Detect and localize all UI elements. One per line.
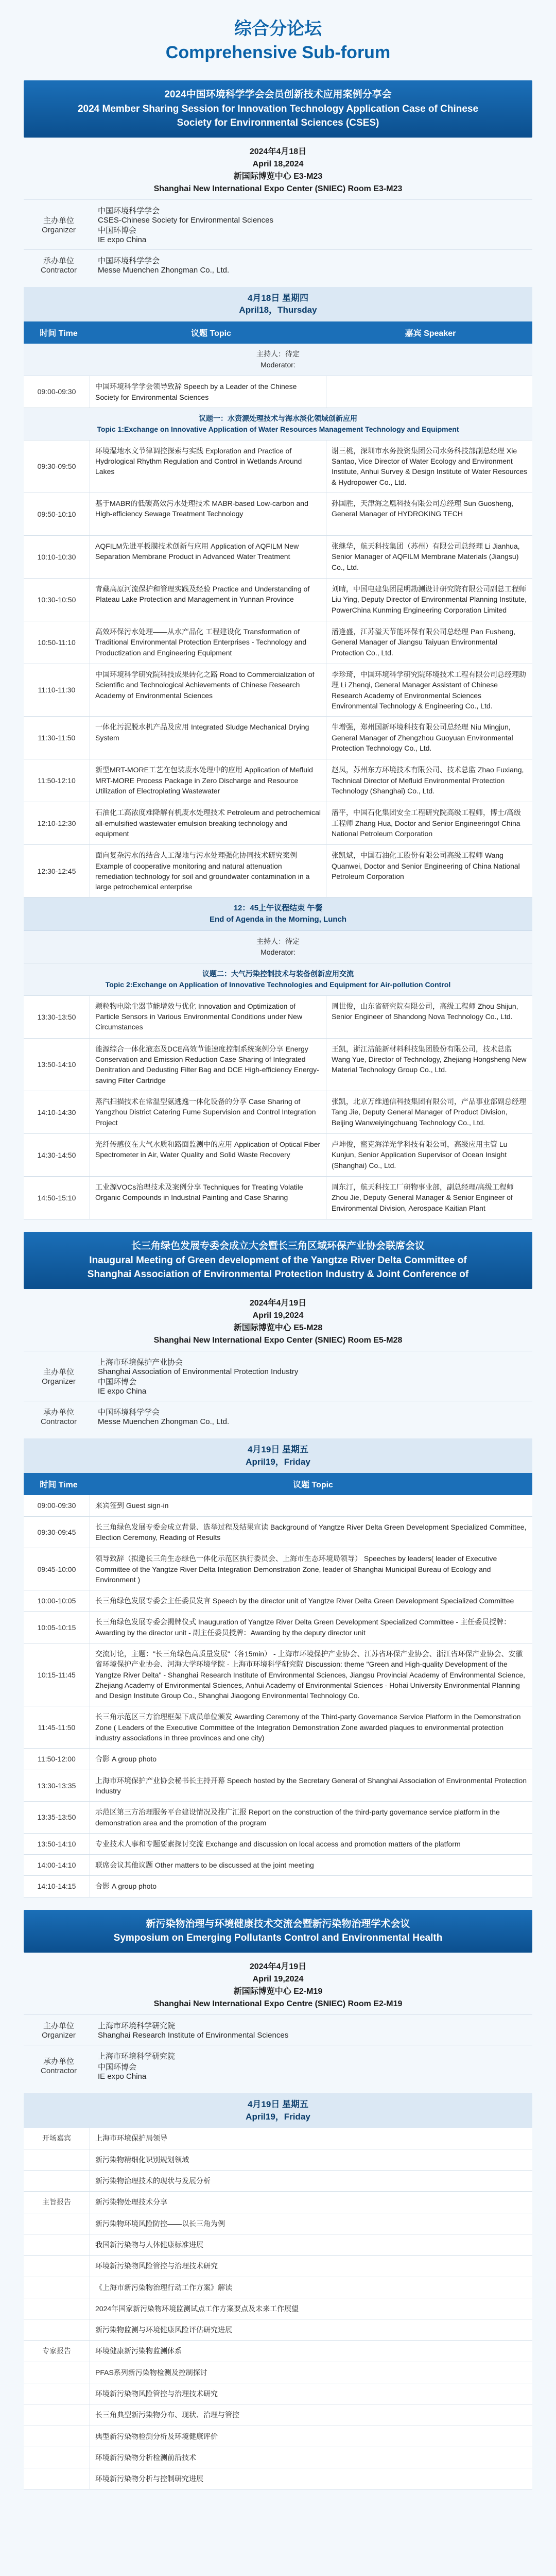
row-topic: 合影 A group photo xyxy=(90,1876,532,1896)
row-speaker: 张凯斌，中国石油化工股份有限公司高级工程师 Wang Quanwei, Doctor and Senior Engineering of China National Petroleum Corporation xyxy=(326,845,532,897)
row-topic: 环境新污染物风险管控与治理技术研究 xyxy=(90,2383,532,2404)
row-time: 10:15-11:45 xyxy=(38,1670,76,1679)
table-row xyxy=(24,664,532,717)
contractor-label-en: Contractor xyxy=(40,1417,77,1426)
row-topic: 工业源VOCs治理技术及案例分享 Techniques for Treating Volatile Organic Compounds in Industrial Painting and Case Sharing xyxy=(90,1177,326,1219)
row-topic: 蒸汽扫描技术在常温型氨逃逸一体化设备的分享 Case Sharing of Yangzhou District Catering Fume Supervision and Control Integration Project xyxy=(90,1091,326,1133)
row-time: 14:10-14:30 xyxy=(37,1108,76,1116)
day-en: April18，Thursday xyxy=(239,305,317,315)
row-topic: 示范区第三方治理服务平台建设情况及推广汇报 Report on the construction of the third-party governance service platform in the demonstration area and the promotion of the program xyxy=(90,1802,532,1833)
moderator-row xyxy=(24,344,532,376)
table-row xyxy=(24,1643,532,1706)
table-row xyxy=(24,1590,532,1612)
row-topic: 中国环境科学研究院科技成果转化之路 Road to Commercialization of Scientific and Technological Achievements of Chinese Research Academy of Environmental Sciences xyxy=(90,664,326,716)
row-time: 13:50-14:10 xyxy=(37,1060,76,1069)
row-topic: 领导致辞（拟邀长三角生态绿色一体化示范区执行委员会、上海市生态环境局领导） Speeches by leaders( leader of Executive Committee of the Yangtze River Delta Integration Demonstration Zone, leader of Shanghai Municipal Bureau of Ecology and Environment ) xyxy=(90,1548,532,1590)
row-time: 11:10-11:30 xyxy=(38,686,76,694)
table-row xyxy=(24,2362,532,2383)
table-row xyxy=(24,2149,532,2171)
table-row xyxy=(24,1548,532,1590)
row-time xyxy=(24,2234,90,2255)
forum-3-day-bar xyxy=(24,2093,532,2128)
table-row xyxy=(24,2192,532,2213)
row-time: 专家报告 xyxy=(42,2347,71,2355)
row-topic: 典型新污染物检测分析及环境健康评价 xyxy=(90,2426,532,2447)
table-row xyxy=(24,376,532,408)
row-time xyxy=(24,2404,90,2425)
row-time: 13:50-14:10 xyxy=(37,1839,76,1848)
forum-2-banner xyxy=(24,1232,532,1289)
row-topic: AQFILM先进平板膜技术创新与应用 Application of AQFILM New Separation Membrane Product in Advanced Water Treatment xyxy=(90,536,326,578)
row-topic: 新污染物精细化识别规划领域 xyxy=(90,2149,532,2170)
table-row xyxy=(24,845,532,897)
row-speaker: 周东汀，航天科技工厂研物事业部，副总经理/高级工程师 Zhou Jie, Deputy General Manager & Senior Engineer of Environmental Division, Aerospace Kaitian Plant xyxy=(326,1177,532,1219)
row-topic: 新污染物监测与环境健康风险评估研究进展 xyxy=(90,2319,532,2340)
organizer-line: 中国环境科学学会 xyxy=(98,206,160,215)
table-row xyxy=(24,2256,532,2277)
table-row xyxy=(24,2341,532,2362)
table-row xyxy=(24,1749,532,1770)
row-topic: 青藏高原河流保护和管理实践及经验 Practice and Understanding of Plateau Lake Protection and Management in Yunnan Province xyxy=(90,579,326,621)
organizer-label-en: Organizer xyxy=(42,225,76,234)
row-time: 09:00-09:30 xyxy=(37,387,76,396)
row-speaker: 张继华，航天科技集团（苏州）有限公司总经理 Li Jianhua, Senior Manager of AQFILM Membrane Materials (Jiangsu) Co., Ltd. xyxy=(326,536,532,578)
subtopic-en: Topic 2:Exchange on Application of Innovative Technologies and Equipment for Air-pollution Control xyxy=(105,980,451,989)
row-time xyxy=(24,2298,90,2319)
row-time xyxy=(24,2468,90,2489)
row-time: 09:45-10:00 xyxy=(37,1565,76,1573)
table-row xyxy=(24,996,532,1039)
organizer-line: Shanghai Research Institute of Environmental Sciences xyxy=(98,2030,289,2040)
forum-1-venue-en: Shanghai New International Expo Center (SNIEC) Room E3-M23 xyxy=(153,184,403,193)
row-topic: 专业技术人事和专题要素探讨交流 Exchange and discussion on local access and promotion matters of the platform xyxy=(90,1834,532,1854)
table-row xyxy=(24,621,532,664)
header-topic: 议题 Topic xyxy=(191,329,231,338)
row-time: 11:50-12:00 xyxy=(38,1755,76,1764)
row-time xyxy=(24,2426,90,2447)
row-time: 09:30-09:45 xyxy=(37,1528,76,1536)
forum-1-title-en-1: 2024 Member Sharing Session for Innovation Technology Application Case of Chinese xyxy=(77,103,479,114)
row-topic: 基于MABR的低碳高效污水处理技术 MABR-based Low-carbon and High-efficiency Sewage Treatment Technology xyxy=(90,493,326,535)
table-row xyxy=(24,2171,532,2192)
subtopic-row xyxy=(24,408,532,440)
row-topic: 来宾签到 Guest sign-in xyxy=(90,1495,532,1516)
day-zh: 4月19日 星期五 xyxy=(247,2099,309,2109)
forum-2-date-en: April 19,2024 xyxy=(252,1311,304,1320)
table-row xyxy=(24,2234,532,2256)
row-time: 12:10-12:30 xyxy=(37,819,76,828)
row-time: 13:35-13:50 xyxy=(37,1813,76,1822)
forum-2-venue-zh: 新国际博览中心 E5-M28 xyxy=(233,1323,323,1332)
day-en: April19，Friday xyxy=(246,1456,310,1467)
organizer-line: Shanghai Association of Environmental Protection Industry xyxy=(98,1367,299,1376)
page-title-zh: 综合分论坛 xyxy=(234,19,322,39)
page-title xyxy=(0,0,556,68)
row-topic: 一体化污泥脱水机产品及应用 Integrated Sludge Mechanical Drying System xyxy=(90,717,326,759)
forum-3-venue-zh: 新国际博览中心 E2-M19 xyxy=(233,1987,323,1996)
table-row xyxy=(24,2213,532,2234)
row-time: 11:30-11:50 xyxy=(38,734,76,742)
row-time xyxy=(24,2149,90,2170)
row-time: 开场嘉宾 xyxy=(42,2134,71,2143)
forum-2-day-bar xyxy=(24,1438,532,1473)
row-speaker: 卢坤俊，密克海洋光学科技有限公司，高级应用主管 Lu Kunjun, Senior Application Supervisor of Ocean Insight (Shanghai) Co., Ltd. xyxy=(326,1134,532,1176)
row-topic: 中国环境科学学会领导致辞 Speech by a Leader of the Chinese Society for Environmental Sciences xyxy=(90,376,326,408)
moderator-row xyxy=(24,931,532,963)
row-speaker: 李珍琦，中国环境科学研究院环境技术工程有限公司总经理助理 Li Zhenqi, General Manager Assistant of Chinese Research Academy of Environmental Sciences Environmental Technology & Engineering Co., Ltd. xyxy=(326,664,532,716)
row-time: 10:10-10:30 xyxy=(37,552,76,561)
forum-3 xyxy=(24,1910,532,2490)
row-time: 10:00-10:05 xyxy=(37,1597,76,1605)
header-time: 时间 Time xyxy=(40,1481,78,1490)
table-row xyxy=(24,493,532,536)
forum-3-date-zh: 2024年4月19日 xyxy=(249,1962,307,1971)
organizer-label-zh: 主办单位 xyxy=(43,1367,74,1377)
row-speaker: 刘晴，中国电建集团昆明勘测设计研究院有限公司副总工程师 Liu Ying, Deputy Director of Environmental Planning Institute, PowerChina Kunming Engineering Corporation Limited xyxy=(326,579,532,621)
row-topic: 环境新污染物分析检测前沿技术 xyxy=(90,2447,532,2468)
row-speaker: 赵凤，苏州东方环境技术有限公司、技术总监 Zhao Fuxiang, Technical Director of Mefluid Environmental Protection Technology (Shanghai) Co., Ltd. xyxy=(326,759,532,802)
forum-1-meta xyxy=(24,199,532,280)
row-topic: 长三角绿色发展专委会成立背景、选举过程及结果宣读 Background of Yangtze River Delta Green Development Specialized Committee, Election Ceremony, Reading of Results xyxy=(90,1517,532,1548)
row-topic: 上海市环境保护局领导 xyxy=(90,2128,532,2148)
row-topic: 石油化工高浓度难降解有机废水处理技术 Petroleum and petrochemical all-emulsified wastewater emulsion breaking technology and equipment xyxy=(90,802,326,844)
contractor-line: Messe Muenchen Zhongman Co., Ltd. xyxy=(98,1417,230,1426)
moderator-en: Moderator: xyxy=(260,947,296,956)
organizer-label-zh: 主办单位 xyxy=(43,2021,74,2030)
table-row xyxy=(24,2404,532,2426)
row-topic: 能源综合一体化液态及DCE高效节能速度控制系统案例分享 Energy Conservation and Emission Reduction Case Sharing of Integrated Denitration and Dedusting Filter Bag and DCE High-efficiency Energy-saving Filter Cartridge xyxy=(90,1039,326,1091)
organizer-line: IE expo China xyxy=(98,235,147,244)
row-time: 主旨报告 xyxy=(42,2198,71,2207)
table-row xyxy=(24,1177,532,1219)
forum-1 xyxy=(24,80,532,1219)
row-topic: 长三角典型新污染物分布、现状、治理与管控 xyxy=(90,2404,532,2425)
table-row xyxy=(24,717,532,759)
organizer-line: 上海市环境保护产业协会 xyxy=(98,1358,183,1367)
row-time: 14:00-14:10 xyxy=(37,1861,76,1870)
row-topic: 环境湿地水文节律调控探索与实践 Exploration and Practice of Hydrological Rhythm Regulation and Control in Wetlands Around Lakes xyxy=(90,440,326,493)
forum-3-title-zh: 新污染物治理与环境健康技术交流会暨新污染物治理学术会议 xyxy=(146,1918,410,1929)
forum-1-info xyxy=(24,138,532,199)
contractor-label-en: Contractor xyxy=(40,265,77,275)
contractor-label xyxy=(24,2045,94,2086)
lunch-zh: 12：45上午议程结束 午餐 xyxy=(233,904,323,913)
forum-3-meta xyxy=(24,2014,532,2086)
table-row xyxy=(24,1039,532,1091)
organizer-value xyxy=(94,2014,532,2045)
row-time: 14:50-15:10 xyxy=(37,1193,76,1202)
table-row xyxy=(24,2447,532,2468)
row-topic: 我国新污染物与人体健康标准进展 xyxy=(90,2234,532,2255)
lunch-break-row xyxy=(24,897,532,931)
row-topic: 新污染物环境风险防控——以长三角为例 xyxy=(90,2213,532,2234)
row-time: 13:30-13:50 xyxy=(37,1012,76,1021)
row-time: 12:30-12:45 xyxy=(37,867,76,875)
row-speaker: 谢三桃，深圳市水务投资集团公司水务科技部副总经理 Xie Santao, Vice Director of Water Ecology and Environment Institute, Anhui Survey & Design Institute of Water Resources & Hydropower Co., Ltd. xyxy=(326,440,532,493)
forum-1-title-en-2: Society for Environmental Sciences (CSES) xyxy=(177,117,379,129)
organizer-line: 中国环博会 xyxy=(98,1377,137,1386)
table-row xyxy=(24,2277,532,2298)
row-topic: 新污染物处理技术分享 xyxy=(90,2192,532,2212)
table-row xyxy=(24,1770,532,1802)
table-row xyxy=(24,536,532,579)
header-topic: 议题 Topic xyxy=(293,1481,333,1490)
forum-1-title-zh: 2024中国环境科学学会会员创新技术应用案例分享会 xyxy=(164,89,392,100)
contractor-label xyxy=(24,249,94,280)
forum-3-venue-en: Shanghai New International Expo Centre (SNIEC) Room E2-M19 xyxy=(153,1999,403,2008)
contractor-value xyxy=(94,1401,532,1431)
row-speaker: 牛增强，郑州国新环境科技有限公司总经理 Niu Mingjun, General Manager of Zhengzhou Guoyuan Environmental Protection Technology Co., Ltd. xyxy=(326,717,532,759)
day-zh: 4月18日 星期四 xyxy=(247,293,309,303)
contractor-label-zh: 承办单位 xyxy=(43,1408,74,1417)
contractor-value xyxy=(94,2045,532,2086)
organizer-line: IE expo China xyxy=(98,1386,147,1396)
page-title-en: Comprehensive Sub-forum xyxy=(165,43,391,62)
row-speaker: 潘逢盛，江苏溢天节能环保有限公司总经理 Pan Fusheng, General Manager of Jiangsu Taiyuan Environmental Protection Co., Ltd. xyxy=(326,621,532,664)
contractor-value xyxy=(94,249,532,280)
forum-2-venue-en: Shanghai New International Expo Center (SNIEC) Room E5-M28 xyxy=(153,1335,403,1345)
lunch-en: End of Agenda in the Morning, Lunch xyxy=(209,915,347,924)
day-zh: 4月19日 星期五 xyxy=(247,1444,309,1454)
contractor-label-zh: 承办单位 xyxy=(43,256,74,265)
row-topic: 新型MRT-MORE工艺在包装废水处理中的应用 Application of Mefluid MRT-MORE Process Package in Zero Discharge and Resource Utilization of Electroplating Wastewater xyxy=(90,759,326,802)
row-time xyxy=(24,2256,90,2276)
row-time: 10:30-10:50 xyxy=(37,595,76,604)
row-topic: 环境健康新污染物监测体系 xyxy=(90,2341,532,2361)
contractor-label-zh: 承办单位 xyxy=(43,2057,74,2066)
forum-1-banner xyxy=(24,80,532,138)
table-row xyxy=(24,1612,532,1643)
forum-3-title-en: Symposium on Emerging Pollutants Control and Environmental Health xyxy=(113,1933,443,1944)
organizer-line: CSES-Chinese Society for Environmental Sciences xyxy=(98,215,273,225)
forum-3-banner xyxy=(24,1910,532,1953)
table-row xyxy=(24,802,532,845)
organizer-value xyxy=(94,1351,532,1401)
table-row xyxy=(24,1134,532,1177)
organizer-label xyxy=(24,1351,94,1401)
row-topic: 2024年国家新污染物环境监测试点工作方案要点及未来工作展望 xyxy=(90,2298,532,2319)
row-speaker: 王凯，浙江洁能新材料科技集团股份有限公司，技术总监 Wang Yue, Director of Technology, Zhejiang Hongsheng New Material Technology Group Co., Ltd. xyxy=(326,1039,532,1091)
forum-3-date-en: April 19,2024 xyxy=(252,1974,304,1984)
forum-3-info xyxy=(24,1953,532,2014)
row-time xyxy=(24,2383,90,2404)
moderator-zh: 主持人：待定 xyxy=(256,350,300,359)
organizer-label xyxy=(24,199,94,249)
row-topic: 合影 A group photo xyxy=(90,1749,532,1769)
row-topic: 长三角绿色发展专委会揭牌仪式 Inauguration of Yangtze River Delta Green Development Specialized Committee - 主任委员授牌：Awarding by the director unit - 副主任委员授牌：Awarding by the deputy director unit xyxy=(90,1612,532,1643)
forum-2-date-zh: 2024年4月19日 xyxy=(249,1298,307,1308)
header-time: 时间 Time xyxy=(40,329,78,338)
row-time: 10:50-11:10 xyxy=(38,638,76,647)
row-topic: 交流讨论，主题："长三角绿色高质量发展"（各15min） - 上海市环境保护产业协会、江苏省环保产业协会、浙江省环保产业协会、安徽省环境保护产业协会、河海大学环境学院 - 上海市环境科学研究院 Discussion: theme "Green and High-quality Development of the Yangtze River Delta" - Shanghai Research Institute of Environmental Sciences, Jiangsu Provincial Academy of Environmental Science, Zhejiang Academy of Environmental Sciences, Anhui Academy of Environmental Sciences - Hohai University Environmental Planning and Design Institute Group Co., Shanghai Jiaogong Environmental Technology Co. xyxy=(90,1643,532,1706)
forum-2-meta xyxy=(24,1351,532,1431)
forum-2-title-zh: 长三角绿色发展专委会成立大会暨长三角区域环保产业协会联席会议 xyxy=(131,1241,425,1252)
table-row xyxy=(24,1802,532,1834)
table-row xyxy=(24,2426,532,2447)
row-topic: 《上海市新污染物治理行动工作方案》解读 xyxy=(90,2277,532,2298)
subtopic-zh: 议题一：水资源处理技术与海水淡化领域创新应用 xyxy=(199,414,357,422)
forum-1-date-zh: 2024年4月18日 xyxy=(249,147,307,156)
row-topic: 新污染物治理技术的现状与发展分析 xyxy=(90,2171,532,2191)
row-time: 09:50-10:10 xyxy=(37,510,76,518)
organizer-line: 上海市环境科学研究院 xyxy=(98,2021,176,2030)
contractor-line: IE expo China xyxy=(98,2072,147,2081)
table-row xyxy=(24,1834,532,1855)
contractor-line: Messe Muenchen Zhongman Co., Ltd. xyxy=(98,265,230,275)
forum-2-table-header xyxy=(24,1473,532,1495)
forum-1-table-header xyxy=(24,321,532,344)
row-topic: 联席会议其他议题 Other matters to be discussed at the joint meeting xyxy=(90,1855,532,1875)
row-topic: 光纤传感仪在大气水质和路面监测中的应用 Application of Optical Fiber Spectrometer in Air, Water Quality and Solid Waste Recovery xyxy=(90,1134,326,1176)
table-row xyxy=(24,1091,532,1134)
moderator-zh: 主持人：待定 xyxy=(256,937,300,945)
forum-2-info xyxy=(24,1289,532,1351)
row-time xyxy=(24,2171,90,2191)
row-topic: PFAS系列新污染物检测及控制探讨 xyxy=(90,2362,532,2383)
row-time xyxy=(24,2362,90,2383)
contractor-label-en: Contractor xyxy=(40,2066,77,2076)
row-topic: 环境新污染物分析与控制研究进展 xyxy=(90,2468,532,2489)
forum-2-title-en-2: Shanghai Association of Environmental Protection Industry & Joint Conference of xyxy=(87,1269,469,1280)
table-row xyxy=(24,1855,532,1876)
row-speaker: 孙国胜，天津海之凰科技有限公司总经理 Sun Guosheng, General Manager of HYDROKING TECH xyxy=(326,493,532,535)
table-row xyxy=(24,1876,532,1897)
row-time: 13:30-13:35 xyxy=(37,1781,76,1790)
header-speaker: 嘉宾 Speaker xyxy=(405,329,456,338)
subtopic-row xyxy=(24,963,532,996)
subtopic-zh: 议题二：大气污染控制技术与装备创新应用交流 xyxy=(202,969,354,978)
table-row xyxy=(24,759,532,802)
moderator-en: Moderator: xyxy=(260,361,296,369)
organizer-label xyxy=(24,2014,94,2045)
row-speaker xyxy=(326,376,532,408)
organizer-label-en: Organizer xyxy=(42,1377,76,1386)
row-topic: 上海市环境保护产业协会秘书长主持开幕 Speech hosted by the Secretary General of Shanghai Association of Environmental Protection Industry xyxy=(90,1770,532,1802)
subtopic-en: Topic 1:Exchange on Innovative Application of Water Resources Management Technology and Equipment xyxy=(97,425,459,433)
table-row xyxy=(24,1517,532,1549)
row-time xyxy=(24,2319,90,2340)
forum-1-venue-zh: 新国际博览中心 E3-M23 xyxy=(233,172,323,181)
table-row xyxy=(24,2383,532,2404)
row-time: 14:10-14:15 xyxy=(37,1882,76,1891)
table-row xyxy=(24,1495,532,1516)
table-row xyxy=(24,2319,532,2341)
contractor-line: 上海市环境科学研究院 xyxy=(98,2052,176,2061)
row-time: 09:30-09:50 xyxy=(37,462,76,471)
organizer-label-zh: 主办单位 xyxy=(43,216,74,225)
table-row xyxy=(24,579,532,621)
row-time xyxy=(24,2277,90,2298)
row-topic: 长三角绿色发展专委会主任委员发言 Speech by the director unit of Yangtze River Delta Green Development Specialized Committee xyxy=(90,1590,532,1611)
row-time: 11:50-12:10 xyxy=(38,776,76,785)
contractor-line: 中国环博会 xyxy=(98,2062,137,2072)
table-row xyxy=(24,440,532,493)
contractor-label xyxy=(24,1401,94,1431)
day-en: April19，Friday xyxy=(246,2111,310,2122)
contractor-line: 中国环境科学学会 xyxy=(98,256,160,265)
row-topic: 颗粒物电除尘器节能增效与优化 Innovation and Optimization of Particle Sensors in Various Environmental Conditions under New Circumstances xyxy=(90,996,326,1038)
forum-1-day-bar xyxy=(24,287,532,322)
table-row xyxy=(24,2468,532,2489)
row-speaker: 周世俊，山东省研究院有限公司，高级工程师 Zhou Shijun, Senior Engineer of Shandong Nova Technology Co., Ltd. xyxy=(326,996,532,1038)
table-row xyxy=(24,2298,532,2319)
row-topic: 面向复杂污水的结合人工湿地与污水处理强化协同技术研究案例 Example of cooperative monitoring and natural attenuation remediation technology for soil and groundwater contamination in a large petrochemical enterprise xyxy=(90,845,326,897)
row-time: 10:05-10:15 xyxy=(37,1623,76,1632)
forum-2-title-en-1: Inaugural Meeting of Green development of the Yangtze River Delta Committee of xyxy=(89,1255,467,1266)
row-topic: 高效环保污水处理——从水产品化 工程建设化 Transformation of Traditional Environmental Protection Enterprises - Technology and Productization and Engineering Equipment xyxy=(90,621,326,664)
row-topic: 长三角示范区三方治理框架下成员单位颁发 Awarding Ceremony of the Third-party Governance Service Platform in the Demonstration Zone ( Leaders of the Executive Committee of the Integration Demonstration Zone awarded plaques to environmental protection industry associations in three provinces and one city) xyxy=(90,1706,532,1748)
row-time: 09:00-09:30 xyxy=(37,1501,76,1510)
organizer-line: 中国环博会 xyxy=(98,226,137,235)
table-row xyxy=(24,2128,532,2149)
row-time xyxy=(24,2213,90,2234)
row-topic: 环境新污染物风险管控与治理技术研究 xyxy=(90,2256,532,2276)
organizer-label-en: Organizer xyxy=(42,2030,76,2040)
organizer-value xyxy=(94,199,532,249)
row-time: 14:30-14:50 xyxy=(37,1150,76,1159)
row-time xyxy=(24,2447,90,2468)
forum-2 xyxy=(24,1232,532,1897)
row-time: 11:45-11:50 xyxy=(38,1723,76,1732)
contractor-line: 中国环境科学学会 xyxy=(98,1408,160,1417)
forum-1-date-en: April 18,2024 xyxy=(252,159,304,168)
table-row xyxy=(24,1706,532,1749)
row-speaker: 张凯，北京万维通信科技集团有限公司，产品事业部副总经理 Tang Jie, Deputy General Manager of Product Division, Beijing Wanweiyingchuang Technology Co., Ltd. xyxy=(326,1091,532,1133)
row-speaker: 潘平，中国石化集团安全工程研究院高级工程师，博士/高级工程师 Zhang Hua, Doctor and Senior Engineeringof China National Petroleum Corporation xyxy=(326,802,532,844)
